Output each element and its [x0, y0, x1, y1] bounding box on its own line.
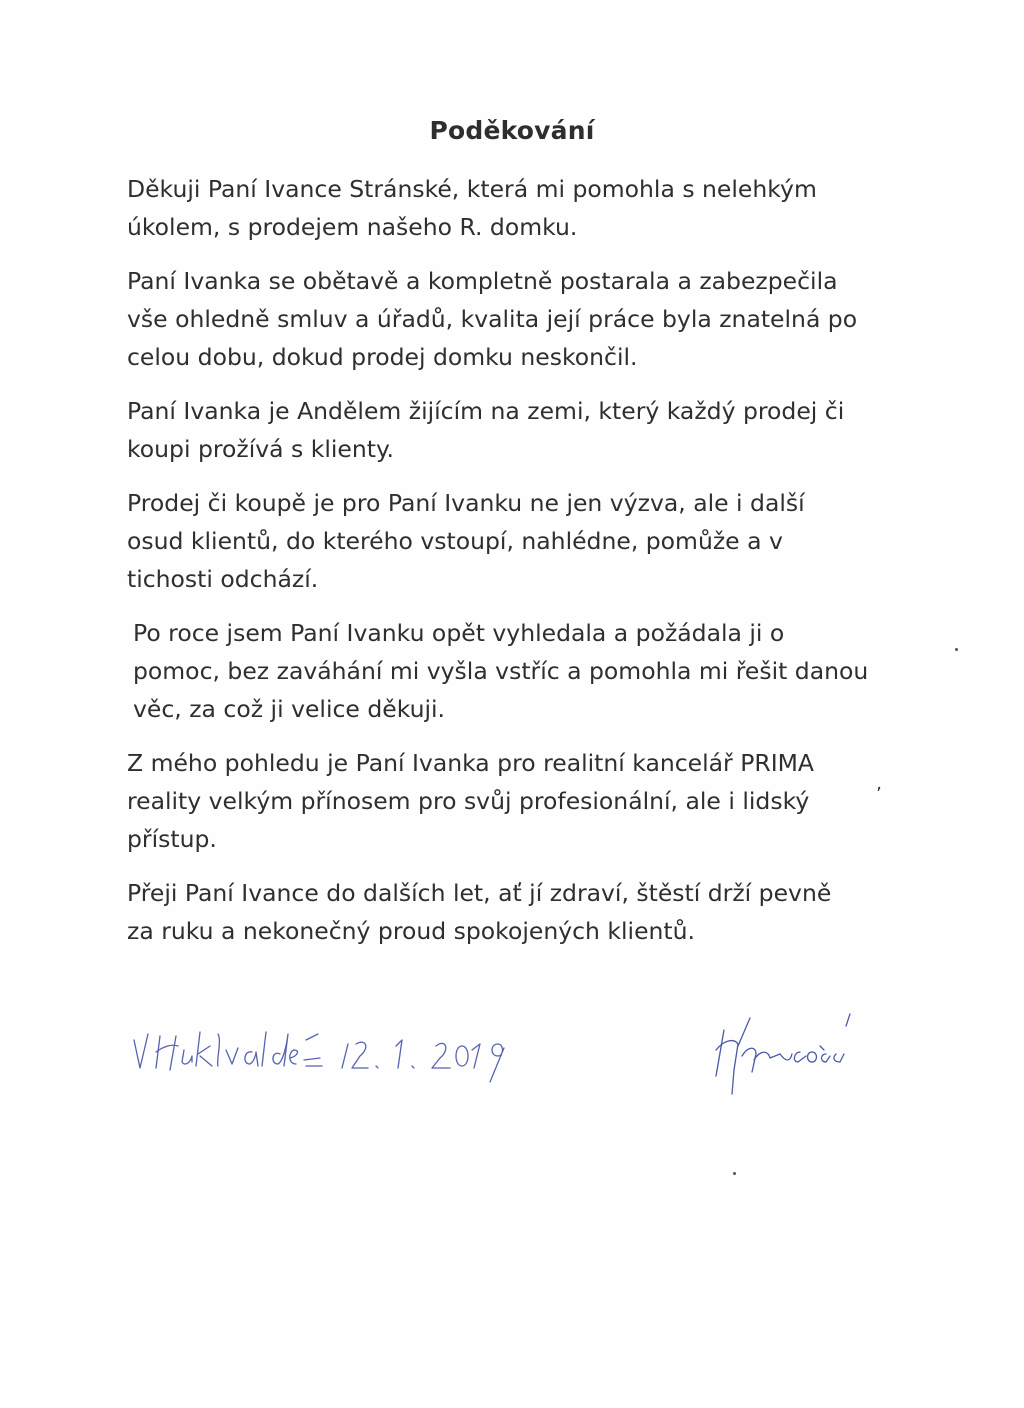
- speck-mark: [955, 648, 958, 651]
- place-date-handwriting: [134, 1032, 504, 1082]
- letter-title: Poděkování: [429, 116, 595, 145]
- paragraph-7: Přeji Paní Ivance do dalších let, ať jí zdraví, štěstí drží pevně za ruku a nekonečný proud spokojených klientů.: [127, 879, 832, 945]
- paragraph-2: Paní Ivanka se obětavě a kompletně postarala a zabezpečila vše ohledně smluv a úřadů, kvalita její práce byla znatelná po celou dobu, dokud prodej domku neskončil.: [127, 267, 858, 371]
- paragraph-3: Paní Ivanka je Andělem žijícím na zemi, který každý prodej či koupi prožívá s klienty.: [127, 397, 845, 463]
- paragraph-6: Z mého pohledu je Paní Ivanka pro realitní kancelář PRIMA reality velkým přínosem pro svůj profesionální, ale i lidský přístup.: [127, 749, 814, 853]
- handwritten-footer: [120, 1010, 900, 1100]
- stray-mark: ʼ: [876, 784, 882, 805]
- letter-body: [127, 170, 897, 966]
- paragraph-1: Děkuji Paní Ivance Stránské, která mi pomohla s nelehkým úkolem, s prodejem našeho R. domku.: [127, 175, 817, 241]
- speck-mark: [733, 1172, 736, 1175]
- paragraph-4: Prodej či koupě je pro Paní Ivanku ne jen výzva, ale i další osud klientů, do kterého vstoupí, nahlédne, pomůže a v tichosti odchází.: [127, 489, 805, 593]
- paragraph-5: Po roce jsem Paní Ivanku opět vyhledala a požádala ji o pomoc, bez zaváhání mi vyšla vstříc a pomohla mi řešit danou věc, za což ji velice děkuji.: [133, 619, 869, 723]
- signature-handwriting: [716, 1014, 850, 1094]
